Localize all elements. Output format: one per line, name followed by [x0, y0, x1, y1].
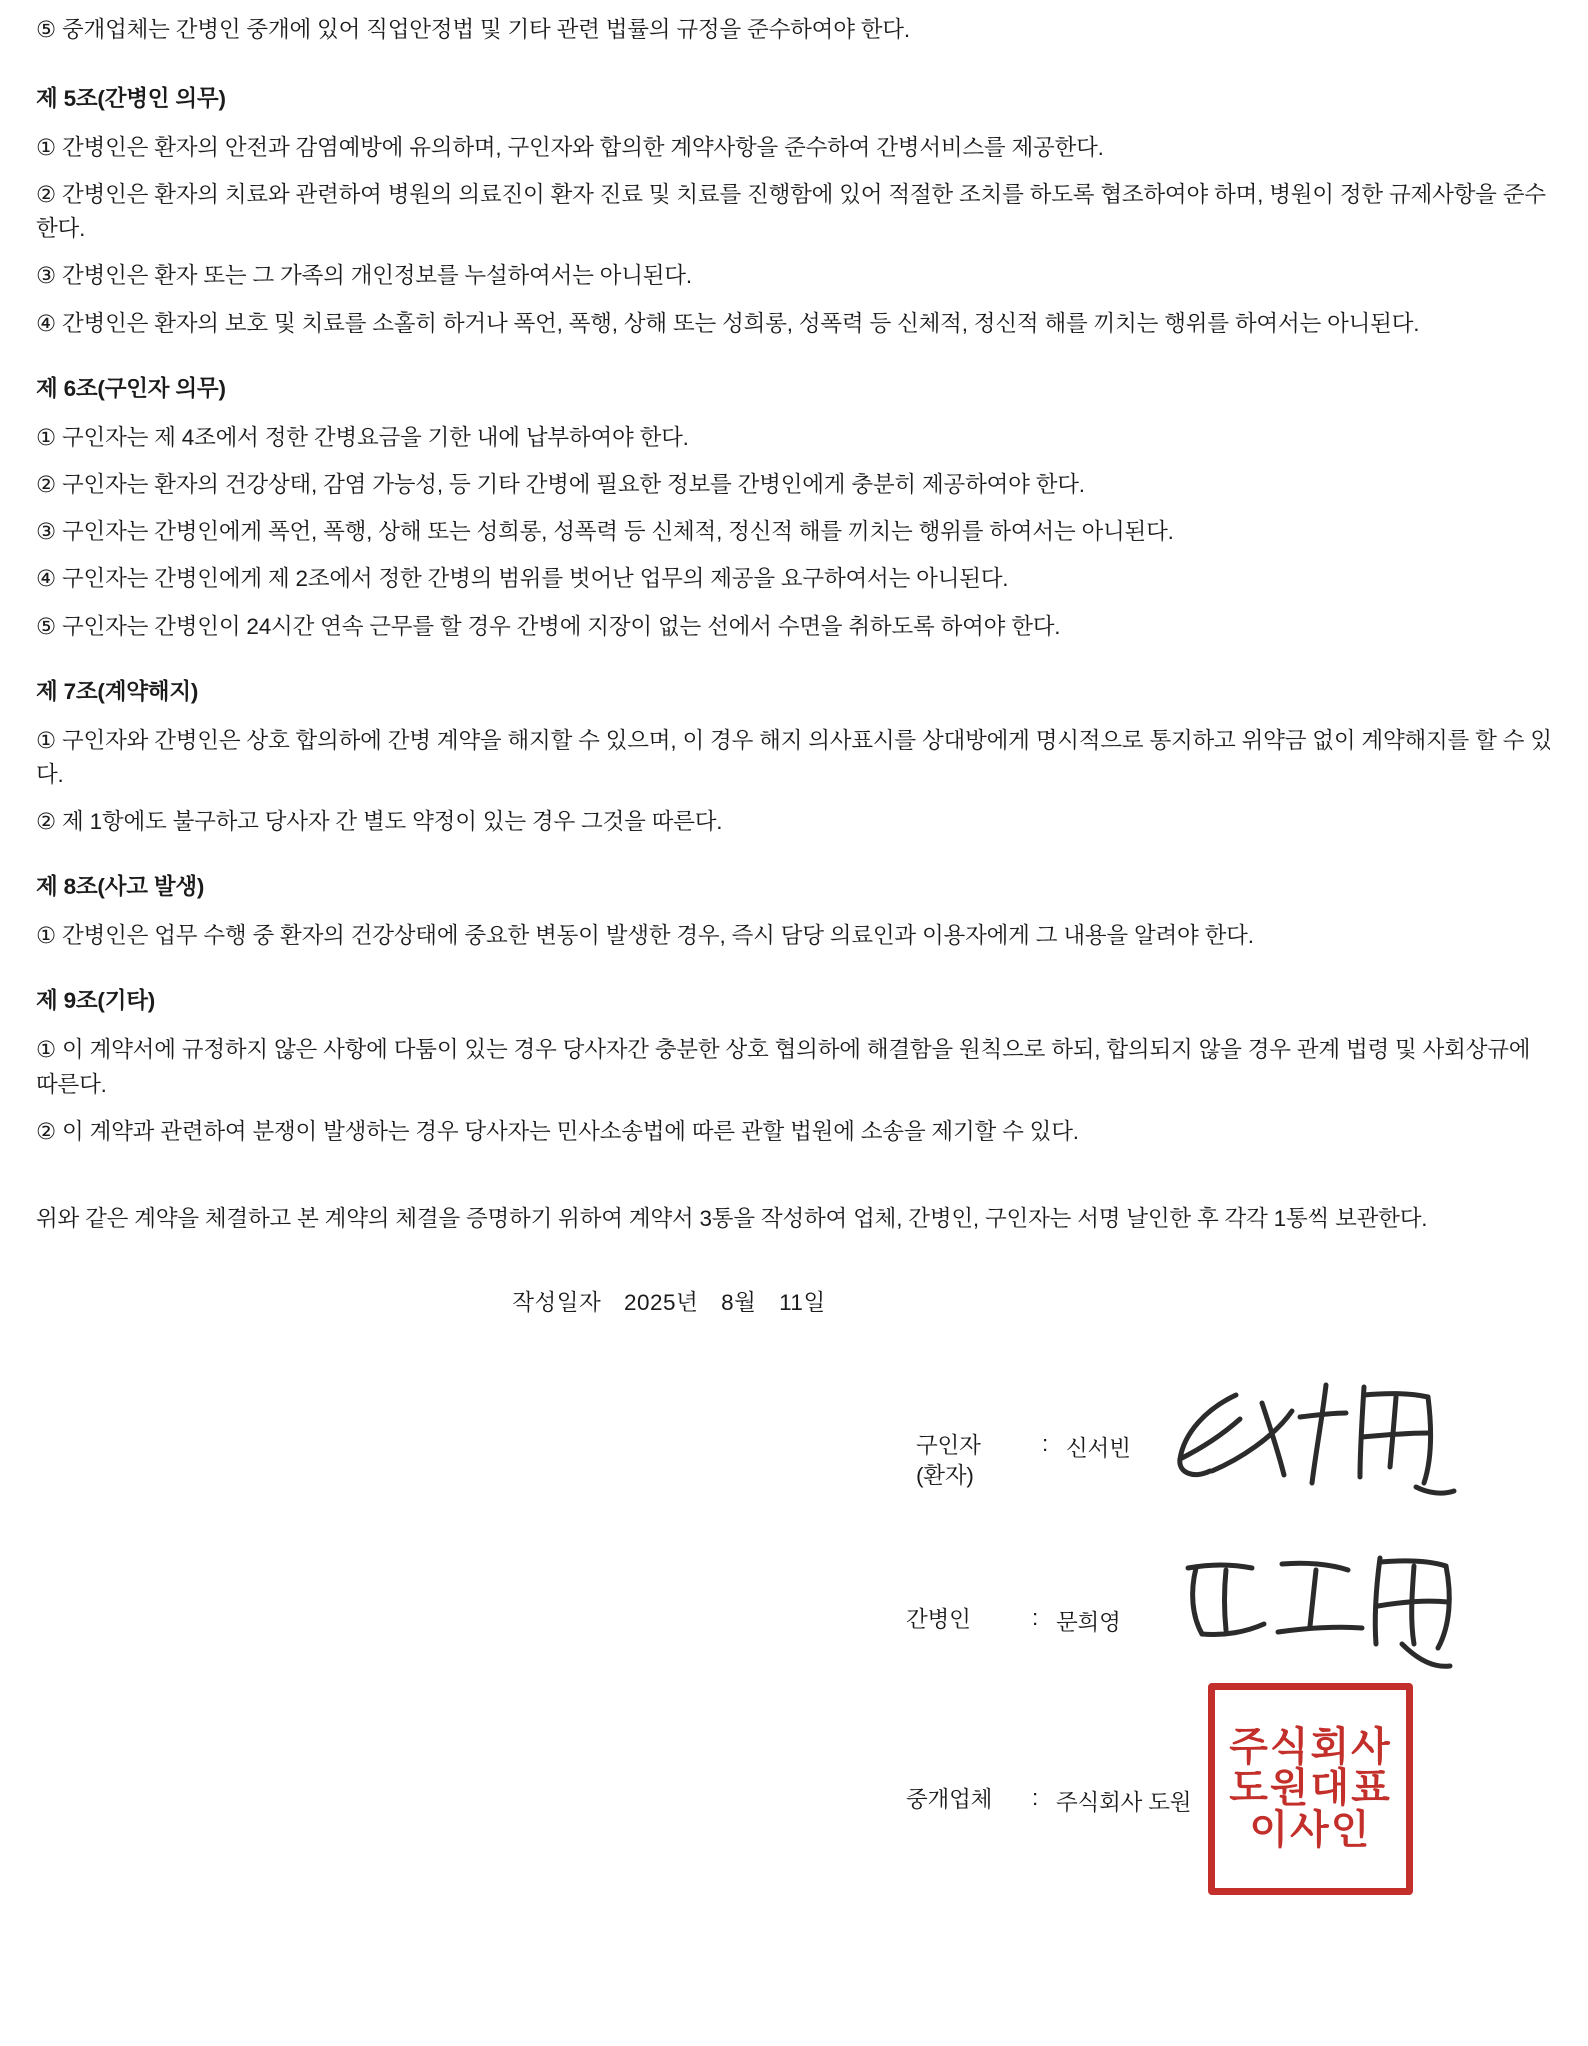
article-8-title: 제 8조(사고 발생) — [36, 874, 205, 900]
article-9-title: 제 9조(기타) — [36, 988, 156, 1014]
stamp-line-3: 이사인 — [1249, 1806, 1372, 1853]
top-clause: ⑤ 중개업체는 간병인 중개에 있어 직업안정법 및 기타 관련 법률의 규정을 준수하여야 한다. — [36, 17, 910, 42]
article-8 — [36, 869, 1552, 953]
date-row — [36, 1285, 1552, 1317]
article-6-clause-3: ③ 구인자는 간병인에게 폭언, 폭행, 상해 또는 성희롱, 성폭력 등 신체적, 정신적 해를 끼치는 행위를 하여서는 아니된다. — [36, 519, 1174, 545]
closing-statement: 위와 같은 계약을 체결하고 본 계약의 체결을 증명하기 위하여 계약서 3통을 작성하여 업체, 간병인, 구인자는 서명 날인한 후 각각 1통씩 보관한다. — [36, 1206, 1428, 1232]
article-6-clause-1: ① 구인자는 제 4조에서 정한 간병요금을 기한 내에 납부하여야 한다. — [36, 424, 689, 450]
article-7-clause-1: ① 구인자와 간병인은 상호 합의하에 간병 계약을 해지할 수 있으며, 이 경우 해지 의사표시를 상대방에게 명시적으로 통지하고 위약금 없이 계약해지를 할 수 있다. — [36, 727, 1552, 787]
article-9-clause-2: ② 이 계약과 관련하여 분쟁이 발생하는 경우 당사자는 민사소송법에 따른 관할 법원에 소송을 제기할 수 있다. — [36, 1118, 1079, 1144]
signature-role-employer-line2: (환자) — [916, 1463, 974, 1489]
date-day: 11일 — [779, 1290, 826, 1316]
signature-role-employer-line1: 구인자 — [916, 1433, 981, 1459]
article-9 — [36, 983, 1552, 1149]
article-6-clause-5: ⑤ 구인자는 간병인이 24시간 연속 근무를 할 경우 간병에 지장이 없는 선에서 수면을 취하도록 하여야 한다. — [36, 613, 1061, 639]
signature-block — [36, 1365, 1552, 1853]
article-8-clause-1: ① 간병인은 업무 수행 중 환자의 건강상태에 중요한 변동이 발생한 경우, 즉시 담당 의료인과 이용자에게 그 내용을 알려야 한다. — [36, 923, 1254, 949]
stamp-line-2: 도원대표 — [1229, 1765, 1392, 1812]
article-5-clause-1: ① 간병인은 환자의 안전과 감염예방에 유의하며, 구인자와 합의한 계약사항을 준수하여 간병서비스를 제공한다. — [36, 134, 1104, 160]
signature-role-caregiver-line1: 간병인 — [906, 1607, 971, 1633]
signature-colon-employer: : — [1041, 1431, 1049, 1457]
article-7 — [36, 674, 1552, 840]
article-7-title: 제 7조(계약해지) — [36, 678, 199, 704]
signature-role-caregiver — [906, 1605, 1014, 1635]
signature-colon-caregiver: : — [1031, 1605, 1039, 1631]
article-5-clause-4: ④ 간병인은 환자의 보호 및 치료를 소홀히 하거나 폭언, 폭행, 상해 또는 성희롱, 성폭력 등 신체적, 정신적 해를 끼치는 행위를 하여서는 아니된다. — [36, 310, 1420, 336]
company-seal-stamp — [1208, 1683, 1413, 1895]
article-5-clause-3: ③ 간병인은 환자 또는 그 가족의 개인정보를 누설하여서는 아니된다. — [36, 263, 692, 289]
signature-row-agency — [906, 1785, 1196, 1817]
signature-name-agency: 주식회사 도원 — [1056, 1790, 1192, 1816]
date-label: 작성일자 — [512, 1290, 602, 1316]
article-6-title: 제 6조(구인자 의무) — [36, 375, 226, 401]
stamp-line-1: 주식회사 — [1229, 1724, 1392, 1771]
article-6-clause-4: ④ 구인자는 간병인에게 제 2조에서 정한 간병의 범위를 벗어난 업무의 제공을 요구하여서는 아니된다. — [36, 566, 1009, 592]
date-year: 2025년 — [624, 1290, 699, 1316]
signature-role-employer — [916, 1431, 1024, 1492]
article-5-title: 제 5조(간병인 의무) — [36, 85, 226, 111]
article-7-clause-2: ② 제 1항에도 불구하고 당사자 간 별도 약정이 있는 경우 그것을 따른다. — [36, 809, 723, 835]
signature-colon-agency: : — [1031, 1785, 1039, 1811]
signature-row-employer — [916, 1431, 1206, 1492]
signature-role-agency — [906, 1785, 1014, 1815]
article-5-clause-2: ② 간병인은 환자의 치료와 관련하여 병원의 의료진이 환자 진료 및 치료를 진행함에 있어 적절한 조치를 하도록 협조하여야 하며, 병원이 정한 규제사항을 준수한다. — [36, 182, 1546, 242]
article-9-clause-1: ① 이 계약서에 규정하지 않은 사항에 다툼이 있는 경우 당사자간 충분한 상호 협의하에 해결함을 원칙으로 하되, 합의되지 않을 경우 관계 법령 및 사회상규에 따른다. — [36, 1037, 1531, 1097]
article-6-clause-2: ② 구인자는 환자의 건강상태, 감염 가능성, 등 기타 간병에 필요한 정보를 간병인에게 충분히 제공하여야 한다. — [36, 471, 1085, 497]
signature-role-agency-line1: 중개업체 — [906, 1787, 993, 1813]
handwritten-signature-caregiver-icon — [1166, 1540, 1466, 1690]
article-5 — [36, 81, 1552, 341]
handwritten-signature-employer-icon — [1166, 1375, 1466, 1525]
signature-name-caregiver: 문희영 — [1056, 1610, 1121, 1636]
article-6 — [36, 371, 1552, 644]
signature-row-caregiver — [906, 1605, 1196, 1637]
signature-name-employer: 신서빈 — [1066, 1436, 1131, 1462]
date-month: 8월 — [721, 1290, 757, 1316]
